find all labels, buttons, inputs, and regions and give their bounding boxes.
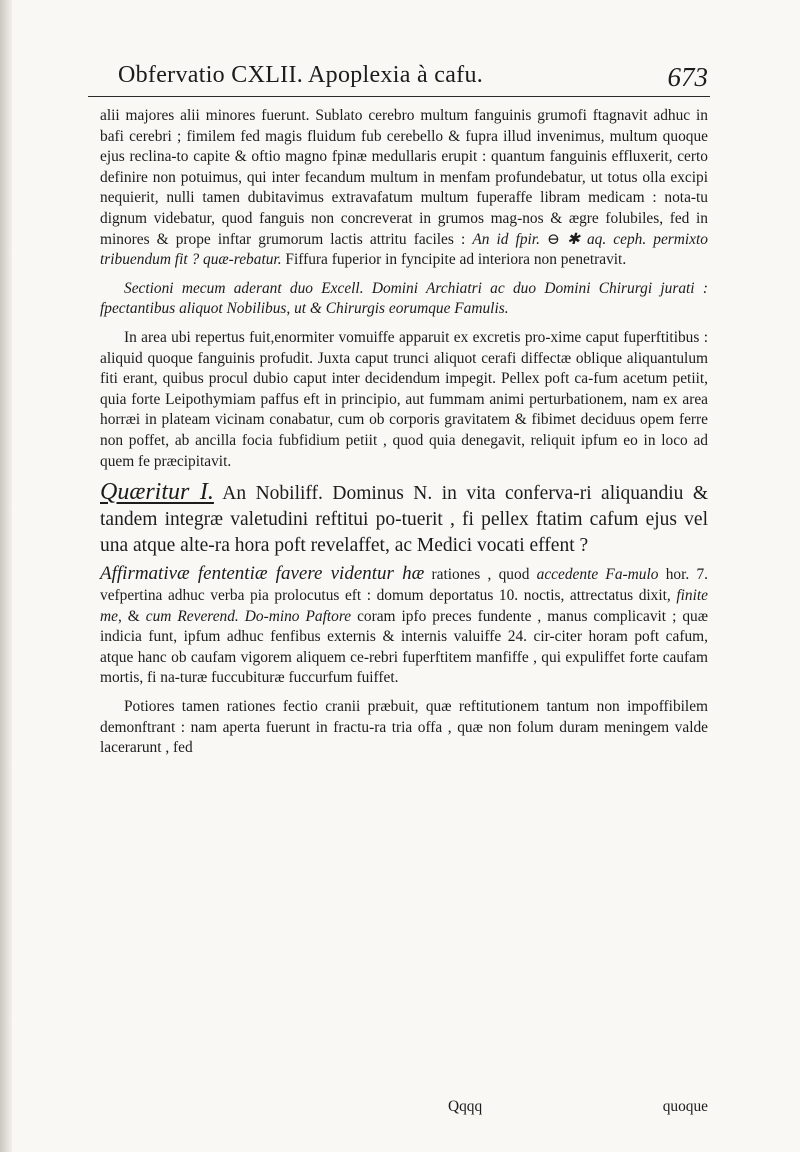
affirmative-heading: Affirmativæ fententiæ favere videntur hæ <box>100 563 425 585</box>
reasons-text: Potiores tamen rationes fectio cranii præbuit, quæ reftitutionem tantum non impoffibilem demonftrant : nam aperta fuerunt in fractu-ra tria offa , quæ non folum duram meningem valde lacerarunt , fed <box>100 698 708 757</box>
affirmative-italic-c: cum Reverend. Do-mino Paftore <box>145 607 352 625</box>
paragraph-question <box>100 480 708 558</box>
witnesses-text: Sectioni mecum aderant duo Excell. Domini Archiatri ac duo Domini Chirurgi jurati : fpectantibus aliquot Nobilibus, ut & Chirurgis eorumque Famulis. <box>100 279 708 318</box>
running-head: Obfervatio CXLII. Apoplexia à cafu. <box>118 62 484 88</box>
affirmative-italic-b: finite me <box>100 587 708 625</box>
paragraph-circumstances <box>100 328 708 472</box>
question-heading: Quæritur I. <box>100 479 214 506</box>
paragraph-witnesses <box>100 279 708 320</box>
catchword: quoque <box>662 1098 708 1115</box>
autopsy-text: alii majores alii minores fuerunt. Sublato cerebro multum fanguinis grumofi ftagnavit adhuc in bafi cerebri ; fimilem fed magis fluidum fub cerebello & fupra illud invenimus, multum quoque ejus reclina-to capite & oftio magno fpinæ medullaris erupit : quantum fanguinis effluxerit, certo definire non potuimus, qui inter fecandum multum in menfam profundebatur, ut totus olla excipi nequierit, nulli tamen dubitavimus extravafatum multum fuperaffe libram medicam : nota-tu dignum videbatur, quod fanguis non concreverat in grumos mag-nos & ægre folubiles, fed in minores & prope inftar grumorum lactis attritu faciles : <box>100 107 708 248</box>
signature-mark: Qqqq <box>448 1098 483 1115</box>
affirmative-text-a: rationes , quod <box>431 566 530 584</box>
header-rule <box>88 96 710 97</box>
page-header <box>118 62 708 98</box>
question-spirit-text: An id fpir. ⊖ ✱ aq. ceph. permixto tribuendum fit ? quæ-rebatur. <box>100 230 708 269</box>
fissure-text: Fiffura fuperior in fyncipite ad interiora non penetravit. <box>285 251 627 269</box>
circumstances-text: In area ubi repertus fuit,enormiter vomuiffe apparuit ex excretis pro-xime caput fuperftitibus : aliquid quoque fanguinis profudit. Juxta caput trunci aliquot cerafi diffectæ oblique aliquantulum fiti erant, quibus procul dubio caput inter decidendum impegit. Pellex poft ca-fum acetum petiit, quia forte Leipothymiam paffus eft in principio, aut fummam animi perturbationem, nam ex area horræi in plateam vicinam conabatur, cum ob corporis gravitatem & fibimet deciduus opem ferre non poffet, ab ancilla focia fubfidium petiit , quod quia denegavit, reliquit ipfum eo in loco ad quem fe præcipitavit. <box>100 328 708 470</box>
binding-shadow <box>0 0 12 1152</box>
footer-line <box>100 1098 708 1120</box>
paragraph-reasons <box>100 697 708 759</box>
paragraph-affirmative <box>100 564 708 689</box>
affirmative-text-c: , & <box>117 607 140 625</box>
page-number: 673 <box>667 62 708 92</box>
paragraph-autopsy <box>100 106 708 271</box>
affirmative-italic-a: accedente Fa-mulo <box>536 566 659 584</box>
body-text <box>100 106 708 759</box>
affirmative-text-d: coram ipfo preces fundente , manus complicavit ; quæ indicia funt, ipfum adhuc fenfibus externis & internis valuiffe 24. cir-citer horam poft cafum, atque hanc ob caufam vigorem aliquem ce-rebri fuperftitem manfiffe , qui expuliffet forte caufam mortis, fi na-turæ fuccubituræ fuccurfum fuiffet. <box>100 607 708 687</box>
question-text: An Nobiliff. Dominus N. in vita conferva-ri aliquandiu & tandem integræ valetudini reftitui po-tuerit , fi pellex ftatim cafum ejus vel una atque alte-ra hora poft revelaffet, ac Medici vocati effent ? <box>100 483 708 556</box>
affirmative-text-b: hor. 7. vefpertina adhuc verba pia prolocutus eft : domum deportatus 10. noctis, attrectatus dixit, <box>100 566 709 605</box>
